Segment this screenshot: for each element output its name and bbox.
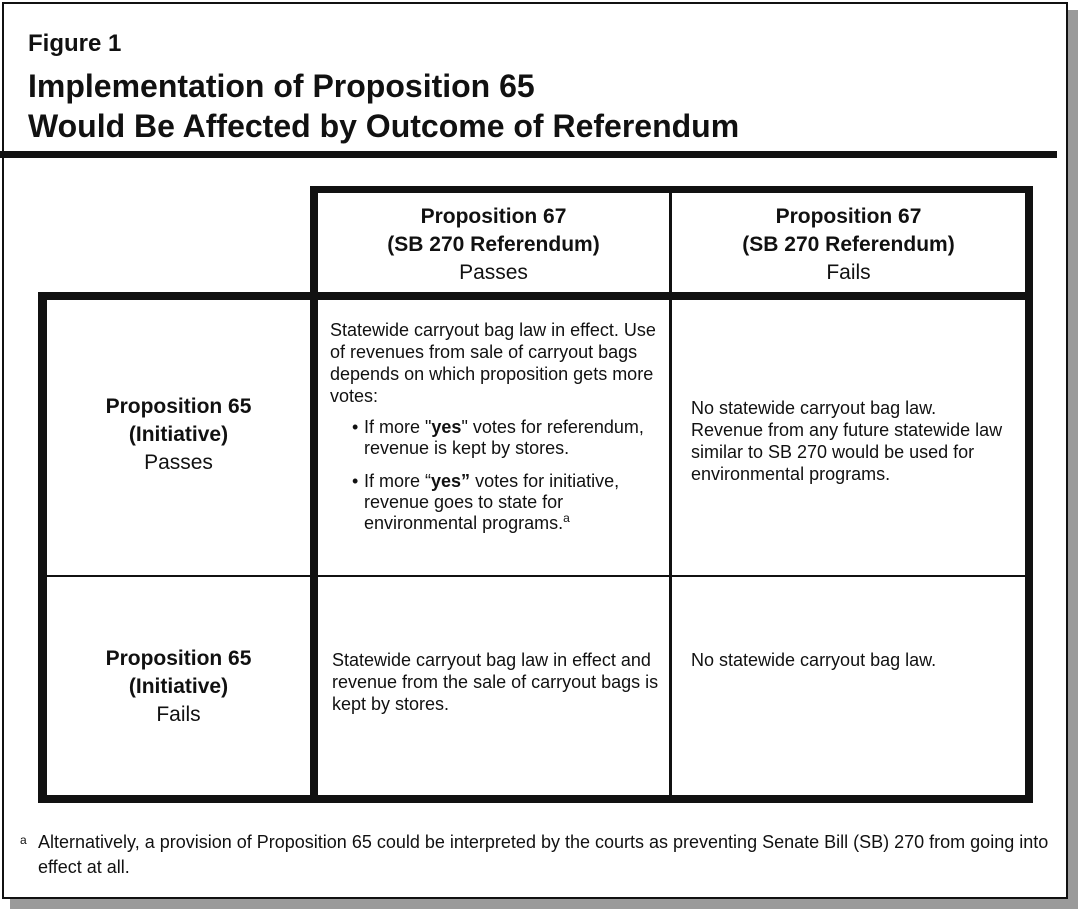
title-rule <box>0 151 1057 158</box>
grid-col-line-1 <box>310 186 318 802</box>
column-header-subtitle: (SB 270 Referendum) <box>387 233 600 256</box>
bullet-item: • If more "yes" votes for referendum, revenue is kept by stores. <box>352 417 644 458</box>
row-header-passes <box>47 393 310 477</box>
column-header-outcome: Passes <box>459 261 528 284</box>
grid-right-line <box>1025 186 1033 802</box>
column-header-fails <box>672 203 1025 287</box>
row-header-subtitle: (Initiative) <box>128 423 229 446</box>
column-header-outcome: Fails <box>826 261 871 284</box>
cell-initiative-fails-referendum-fails: No statewide carryout bag law. <box>691 650 937 670</box>
grid-left-line <box>38 292 47 802</box>
grid-bottom-line <box>38 795 1033 803</box>
column-header-subtitle: (SB 270 Referendum) <box>742 233 955 256</box>
bullet-item: • If more “yes” votes for initiative, revenue goes to state for environmental programs.$^a$ <box>352 471 620 533</box>
grid-top-line <box>310 186 1033 193</box>
bullet-dot-icon: • <box>352 417 359 437</box>
row-header-outcome: Passes <box>144 451 213 474</box>
row-header-fails <box>47 645 310 729</box>
grid-row-line <box>47 575 1025 577</box>
column-header-title: Proposition 67 <box>775 205 922 228</box>
figure-title-line2: Would Be Affected by Outcome of Referendum <box>28 108 740 144</box>
row-header-subtitle: (Initiative) <box>128 675 229 698</box>
grid-header-line <box>38 292 1033 300</box>
row-header-title: Proposition 65 <box>105 647 252 670</box>
figure-title-line1: Implementation of Proposition 65 <box>28 68 535 104</box>
column-header-passes <box>318 203 669 287</box>
figure-title <box>28 66 739 146</box>
figure-label: Figure 1 <box>28 30 122 57</box>
cell-initiative-fails-referendum-passes: Statewide carryout bag law in effect and revenue from the sale of carryout bags is kept by stores. <box>332 650 659 714</box>
bullet-dot-icon: • <box>352 471 359 491</box>
column-header-title: Proposition 67 <box>420 205 567 228</box>
cell-initiative-passes-referendum-fails: No statewide carryout bag law. Revenue from any future statewide law similar to SB 270 would be used for environmental programs. <box>691 398 1003 484</box>
footnote: a Alternatively, a provision of Proposition 65 could be interpreted by the courts as preventing Senate Bill (SB) 270 from going into effect at all. <box>20 830 1050 880</box>
footnote-marker: a <box>563 511 570 525</box>
row-header-title: Proposition 65 <box>105 395 252 418</box>
row-header-outcome: Fails <box>156 703 201 726</box>
cell-initiative-passes-referendum-passes <box>330 319 660 534</box>
cell-intro: Statewide carryout bag law in effect. Use of revenues from sale of carryout bags depends on which proposition gets more votes: <box>330 320 656 406</box>
footnote-text: Alternatively, a provision of Proposition 65 could be interpreted by the courts as preventing Senate Bill (SB) 270 from going into effect at all. <box>38 832 1049 877</box>
